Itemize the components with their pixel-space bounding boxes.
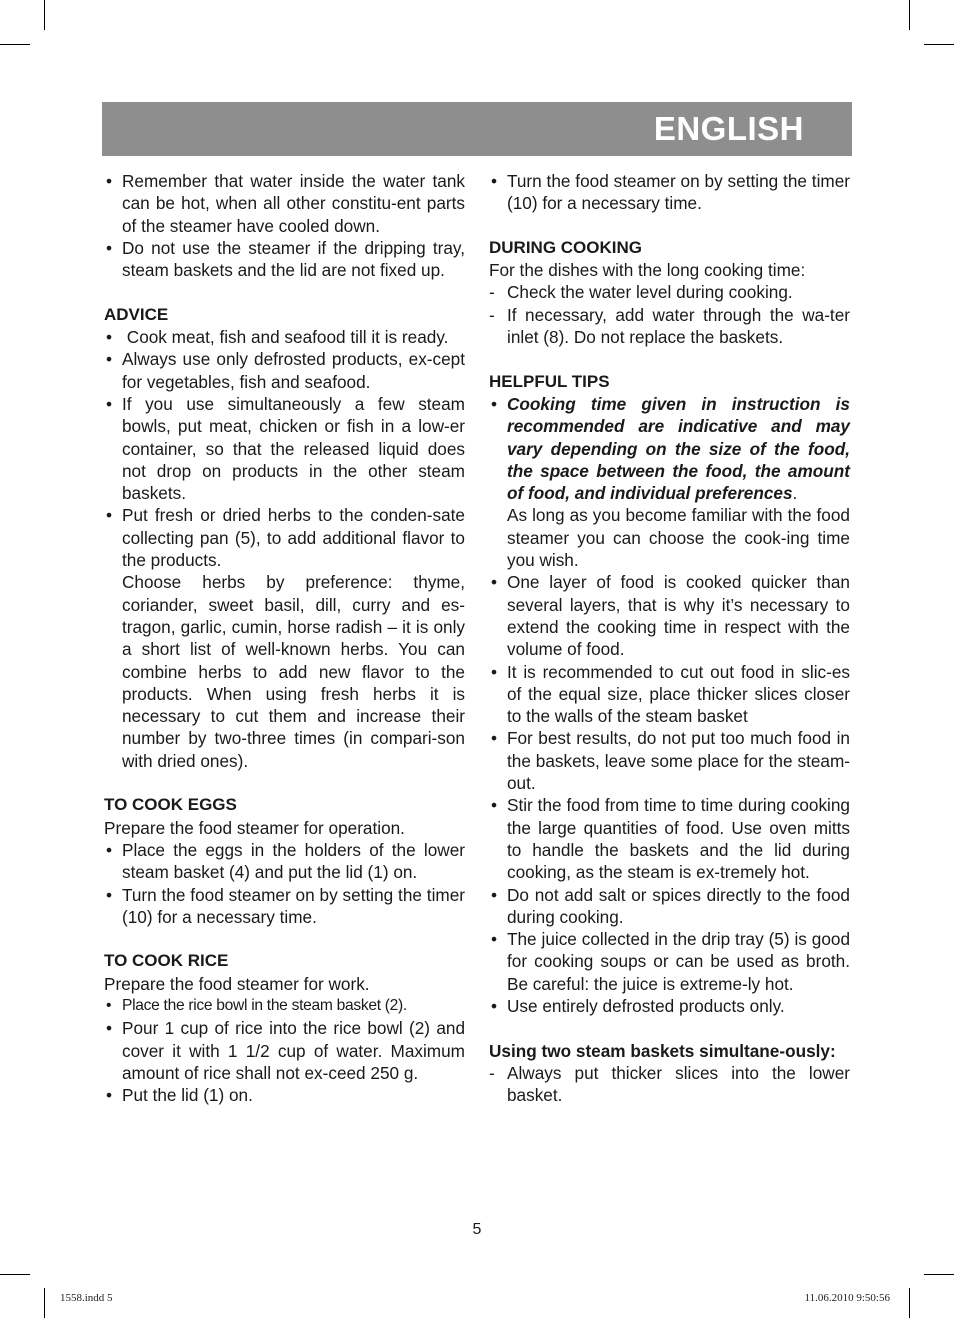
list-item: • Pour 1 cup of rice into the rice bowl (2) and cover it with 1 1/2 cup of water. Maximum amount of rice shall not ex-ceed 250 g.: [106, 1018, 465, 1083]
list-item: • The juice collected in the drip tray (5) is good for cooking soups or can be used as broth. Be careful: the juice is extreme-ly hot.: [491, 929, 850, 994]
section-heading-helpful-tips: HELPFUL TIPS: [489, 371, 610, 391]
list-item: - Check the water level during cooking.: [489, 282, 793, 303]
list-item: • Cook meat, fish and seafood till it is ready.: [106, 327, 449, 348]
list-item: • It is recommended to cut out food in slic-es of the equal size, place thicker slices closer to the walls of the steam basket: [491, 661, 850, 727]
right-column: [489, 170, 850, 1106]
language-title: ENGLISH: [653, 110, 804, 147]
section-heading-two-baskets: Using two steam baskets simultane-ously:: [489, 1040, 836, 1061]
list-item: • Use entirely defrosted products only.: [491, 995, 785, 1016]
crop-mark: [44, 0, 45, 30]
list-item: • Do not add salt or spices directly to the food during cooking.: [491, 884, 850, 927]
herbs-note: Choose herbs by preference: thyme, coriander, sweet basil, dill, curry and es-tragon, garlic, cumin, horse radish – it is only a short list of well-known herbs. You can combine herbs to add new flavor to the products. When using fresh herbs it is necessary to cut them and increase their number by two-three times (in compari-son with dried ones).: [122, 572, 465, 771]
list-item: • Place the eggs in the holders of the lower steam basket (4) and put the lid (1) on.: [106, 839, 465, 883]
during-intro: For the dishes with the long cooking time:: [489, 260, 806, 281]
list-item: • Always use only defrosted products, ex-cept for vegetables, fish and seafood.: [106, 349, 465, 392]
list-item: - Always put thicker slices into the lower basket.: [489, 1062, 850, 1106]
footer-timestamp: 11.06.2010 9:50:56: [804, 1292, 890, 1304]
section-heading-rice: TO COOK RICE: [104, 951, 229, 971]
list-item: • Put the lid (1) on.: [106, 1085, 253, 1106]
section-heading-advice: ADVICE: [104, 304, 169, 324]
list-item: - If necessary, add water through the wa-ter inlet (8). Do not replace the baskets.: [489, 304, 850, 348]
list-item: • Cooking time given in instruction is recommended are indicative and may vary depending on the size of the food, the space between the food, the amount of food, and individual preferences.: [491, 393, 850, 504]
crop-mark: [909, 1288, 910, 1318]
list-item: • For best results, do not put too much food in the baskets, leave some place for the steam-out.: [491, 728, 850, 794]
page-number: 5: [472, 1221, 482, 1238]
list-item: • Stir the food from time to time during cooking the large quantities of food. Use oven mitts to handle the baskets and the lid during cooking, as the steam is ex-tremely hot.: [491, 795, 850, 883]
list-item: • Turn the food steamer on by setting the timer (10) for a necessary time.: [106, 884, 465, 927]
crop-mark: [924, 44, 954, 45]
section-heading-eggs: TO COOK EGGS: [104, 795, 237, 815]
familiar-note: As long as you become familiar with the food steamer you can choose the cook-ing time you wish.: [507, 505, 850, 571]
crop-mark: [909, 0, 910, 30]
language-header-bar: [102, 102, 852, 156]
eggs-intro: Prepare the food steamer for operation.: [104, 817, 405, 838]
list-item: • Place the rice bowl in the steam basket (2).: [106, 996, 407, 1014]
list-item: • Do not use the steamer if the dripping tray, steam baskets and the lid are not fixed up.: [106, 237, 465, 281]
footer-filename: 1558.indd 5: [60, 1292, 113, 1304]
section-heading-during-cooking: DURING COOKING: [489, 237, 642, 257]
crop-mark: [924, 1274, 954, 1275]
left-column: [104, 170, 465, 1106]
list-item: • If you use simultaneously a few steam bowls, put meat, chicken or fish in a low-er container, so that the released liquid does not drop on products in the other steam baskets.: [106, 393, 465, 504]
crop-mark: [0, 44, 30, 45]
list-item: • Remember that water inside the water tank can be hot, when all other constitu-ent parts of the steamer have cooled down.: [106, 171, 465, 236]
crop-mark: [44, 1288, 45, 1318]
list-item: • Turn the food steamer on by setting the timer (10) for a necessary time.: [491, 171, 850, 214]
rice-intro: Prepare the food steamer for work.: [104, 973, 370, 994]
list-item: • One layer of food is cooked quicker than several layers, that is why it’s necessary to extend the cooking time in respect with the volume of food.: [491, 572, 850, 660]
crop-mark: [0, 1274, 30, 1275]
list-item: • Put fresh or dried herbs to the conden-sate collecting pan (5), to add additional flavor to the products.: [106, 505, 465, 571]
